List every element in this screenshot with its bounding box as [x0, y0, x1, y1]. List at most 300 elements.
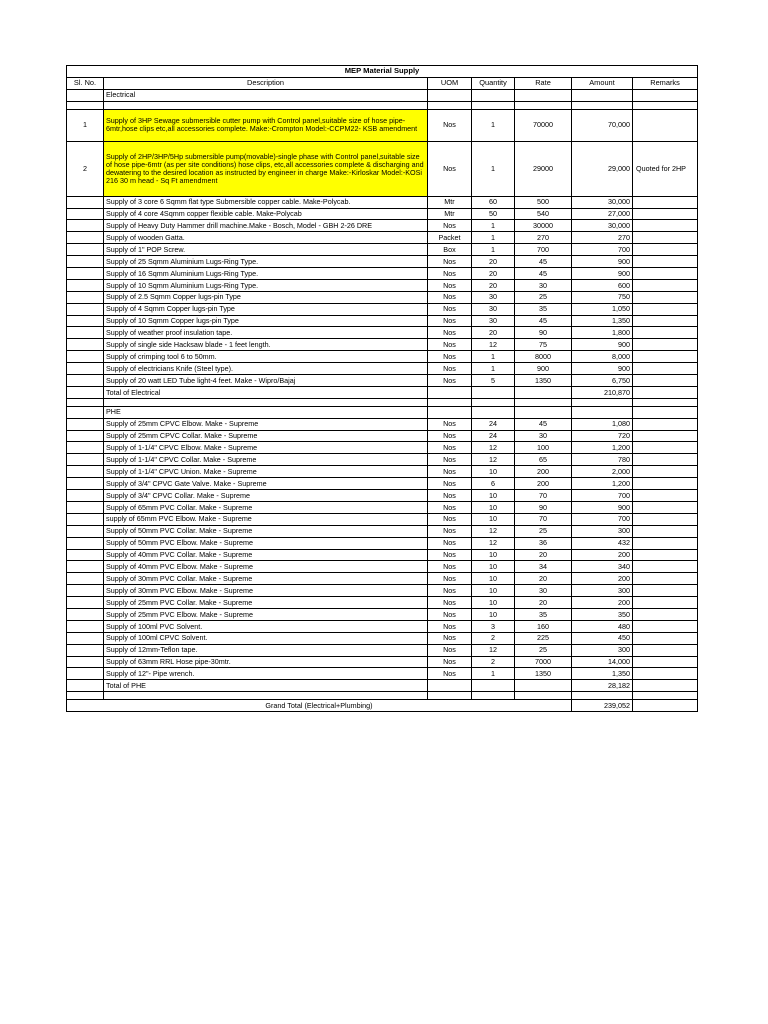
remarks-cell — [633, 315, 698, 327]
description-cell — [104, 398, 428, 406]
total-row — [67, 386, 698, 398]
sl-no-cell — [67, 478, 104, 490]
sl-no-cell — [67, 668, 104, 680]
grand-total-amount: 239,052 — [572, 700, 633, 712]
header-row — [67, 77, 698, 89]
remarks-cell — [633, 537, 698, 549]
sl-no-cell — [67, 303, 104, 315]
sl-no-cell — [67, 608, 104, 620]
description-cell: Supply of 4 Sqmm Copper lugs-pin Type — [104, 303, 428, 315]
amount-cell — [572, 89, 633, 101]
rate-cell: 29000 — [515, 141, 572, 196]
quantity-cell: 10 — [472, 573, 515, 585]
remarks-cell — [633, 89, 698, 101]
amount-cell: 700 — [572, 244, 633, 256]
amount-cell — [572, 692, 633, 700]
description-cell: supply of 65mm PVC Elbow. Make - Supreme — [104, 513, 428, 525]
quantity-cell — [472, 101, 515, 109]
amount-cell — [572, 398, 633, 406]
sl-no-cell — [67, 89, 104, 101]
amount-cell: 780 — [572, 454, 633, 466]
mep-material-supply-table — [66, 65, 698, 712]
sl-no-cell — [67, 656, 104, 668]
title-row — [67, 66, 698, 78]
amount-cell: 28,182 — [572, 680, 633, 692]
description-cell — [104, 692, 428, 700]
description-cell: Supply of 2.5 Sqmm Copper lugs-pin Type — [104, 291, 428, 303]
quantity-cell: 5 — [472, 375, 515, 387]
table-row — [67, 339, 698, 351]
uom-cell: Nos — [428, 585, 472, 597]
uom-cell: Packet — [428, 232, 472, 244]
description-cell: Supply of 40mm PVC Collar. Make - Supreme — [104, 549, 428, 561]
amount-cell — [572, 406, 633, 418]
remarks-cell — [633, 501, 698, 513]
quantity-cell: 10 — [472, 561, 515, 573]
header-remarks: Remarks — [633, 77, 698, 89]
table-row — [67, 442, 698, 454]
remarks-cell — [633, 700, 698, 712]
rate-cell: 900 — [515, 363, 572, 375]
uom-cell: Nos — [428, 363, 472, 375]
uom-cell: Nos — [428, 632, 472, 644]
remarks-cell — [633, 478, 698, 490]
rate-cell: 270 — [515, 232, 572, 244]
rate-cell: 20 — [515, 573, 572, 585]
uom-cell: Nos — [428, 668, 472, 680]
remarks-cell — [633, 513, 698, 525]
uom-cell: Nos — [428, 303, 472, 315]
quantity-cell: 10 — [472, 466, 515, 478]
table-row — [67, 279, 698, 291]
sl-no-cell — [67, 430, 104, 442]
remarks-cell — [633, 208, 698, 220]
description-cell: Supply of 63mm RRL Hose pipe-30mtr. — [104, 656, 428, 668]
remarks-cell — [633, 291, 698, 303]
quantity-cell: 24 — [472, 418, 515, 430]
remarks-cell — [633, 232, 698, 244]
quantity-cell — [472, 89, 515, 101]
remarks-cell — [633, 490, 698, 502]
amount-cell: 70,000 — [572, 109, 633, 141]
remarks-cell — [633, 668, 698, 680]
description-cell: Supply of 25 Sqmm Aluminium Lugs-Ring Type. — [104, 256, 428, 268]
quantity-cell: 1 — [472, 109, 515, 141]
sl-no-cell — [67, 490, 104, 502]
sl-no-cell — [67, 406, 104, 418]
uom-cell: Nos — [428, 501, 472, 513]
rate-cell — [515, 406, 572, 418]
uom-cell: Nos — [428, 375, 472, 387]
remarks-cell — [633, 303, 698, 315]
description-cell: Supply of Heavy Duty Hammer drill machine.Make - Bosch, Model - GBH 2-26 DRE — [104, 220, 428, 232]
sl-no-cell — [67, 256, 104, 268]
uom-cell: Nos — [428, 478, 472, 490]
uom-cell: Nos — [428, 268, 472, 280]
rate-cell: 90 — [515, 327, 572, 339]
quantity-cell: 24 — [472, 430, 515, 442]
amount-cell: 600 — [572, 279, 633, 291]
description-cell: Supply of 65mm PVC Collar. Make - Supreme — [104, 501, 428, 513]
rate-cell: 25 — [515, 644, 572, 656]
uom-cell: Nos — [428, 109, 472, 141]
description-cell — [104, 101, 428, 109]
uom-cell — [428, 386, 472, 398]
rate-cell: 90 — [515, 501, 572, 513]
amount-cell: 210,870 — [572, 386, 633, 398]
remarks-cell — [633, 109, 698, 141]
rate-cell: 35 — [515, 608, 572, 620]
sl-no-cell — [67, 232, 104, 244]
quantity-cell: 1 — [472, 232, 515, 244]
quantity-cell: 20 — [472, 268, 515, 280]
table-row — [67, 644, 698, 656]
uom-cell: Nos — [428, 513, 472, 525]
rate-cell: 65 — [515, 454, 572, 466]
rate-cell: 36 — [515, 537, 572, 549]
quantity-cell: 1 — [472, 141, 515, 196]
uom-cell: Nos — [428, 291, 472, 303]
amount-cell: 200 — [572, 597, 633, 609]
table-row — [67, 513, 698, 525]
uom-cell — [428, 398, 472, 406]
uom-cell: Nos — [428, 442, 472, 454]
description-cell: Electrical — [104, 89, 428, 101]
remarks-cell — [633, 454, 698, 466]
description-cell: Supply of 25mm PVC Collar. Make - Supreme — [104, 597, 428, 609]
sl-no-cell — [67, 549, 104, 561]
sl-no-cell — [67, 501, 104, 513]
quantity-cell — [472, 406, 515, 418]
sl-no-cell — [67, 525, 104, 537]
table-row — [67, 244, 698, 256]
quantity-cell: 10 — [472, 608, 515, 620]
table-row — [67, 537, 698, 549]
rate-cell: 70 — [515, 490, 572, 502]
description-cell: Supply of 3HP Sewage submersible cutter pump with Control panel,suitable size of hose pipe-6mtr,hose clips etc,all accessories complete. Make:-Crompton Model:-CCPM22- KSB amendment — [104, 109, 428, 141]
grand-row — [67, 700, 698, 712]
table-row — [67, 327, 698, 339]
description-cell: Supply of 25mm PVC Elbow. Make - Supreme — [104, 608, 428, 620]
remarks-cell — [633, 644, 698, 656]
rate-cell: 30 — [515, 430, 572, 442]
amount-cell: 900 — [572, 363, 633, 375]
rate-cell: 35 — [515, 303, 572, 315]
table-row — [67, 501, 698, 513]
table-row — [67, 454, 698, 466]
quantity-cell: 12 — [472, 442, 515, 454]
description-cell: Supply of 1-1/4" CPVC Collar. Make - Supreme — [104, 454, 428, 466]
remarks-cell — [633, 561, 698, 573]
uom-cell: Nos — [428, 466, 472, 478]
rate-cell — [515, 89, 572, 101]
table-row — [67, 632, 698, 644]
sl-no-cell — [67, 620, 104, 632]
sl-no-cell — [67, 692, 104, 700]
uom-cell: Nos — [428, 525, 472, 537]
quantity-cell: 30 — [472, 291, 515, 303]
quantity-cell: 2 — [472, 632, 515, 644]
spacer-row — [67, 398, 698, 406]
grand-total-label: Grand Total (Electrical+Plumbing) — [67, 700, 572, 712]
rate-cell: 45 — [515, 256, 572, 268]
rate-cell: 45 — [515, 418, 572, 430]
rate-cell: 30 — [515, 279, 572, 291]
uom-cell: Nos — [428, 620, 472, 632]
quantity-cell: 12 — [472, 537, 515, 549]
table-row — [67, 268, 698, 280]
remarks-cell — [633, 279, 698, 291]
quantity-cell: 1 — [472, 351, 515, 363]
uom-cell: Nos — [428, 327, 472, 339]
table-row — [67, 256, 698, 268]
sl-no-cell — [67, 513, 104, 525]
quantity-cell — [472, 398, 515, 406]
amount-cell: 200 — [572, 573, 633, 585]
rate-cell: 225 — [515, 632, 572, 644]
table-row — [67, 549, 698, 561]
description-cell: Supply of 12mm-Teflon tape. — [104, 644, 428, 656]
amount-cell: 450 — [572, 632, 633, 644]
uom-cell: Nos — [428, 573, 472, 585]
amount-cell: 720 — [572, 430, 633, 442]
sl-no-cell — [67, 339, 104, 351]
amount-cell: 300 — [572, 585, 633, 597]
amount-cell: 300 — [572, 644, 633, 656]
rate-cell: 70 — [515, 513, 572, 525]
table-row — [67, 620, 698, 632]
description-cell: Supply of 10 Sqmm Copper lugs-pin Type — [104, 315, 428, 327]
description-cell: Supply of 30mm PVC Elbow. Make - Supreme — [104, 585, 428, 597]
description-cell: Supply of 4 core 4Sqmm copper flexible cable. Make-Polycab — [104, 208, 428, 220]
uom-cell: Nos — [428, 608, 472, 620]
table-row — [67, 315, 698, 327]
amount-cell: 2,000 — [572, 466, 633, 478]
sl-no-cell — [67, 363, 104, 375]
table-row — [67, 303, 698, 315]
remarks-cell — [633, 327, 698, 339]
spacer-row — [67, 101, 698, 109]
quantity-cell: 6 — [472, 478, 515, 490]
table-row — [67, 490, 698, 502]
table-row — [67, 525, 698, 537]
uom-cell: Nos — [428, 279, 472, 291]
remarks-cell — [633, 620, 698, 632]
sl-no-cell — [67, 537, 104, 549]
quantity-cell: 1 — [472, 668, 515, 680]
quantity-cell: 1 — [472, 363, 515, 375]
description-cell: Supply of 1-1/4" CPVC Union. Make - Supreme — [104, 466, 428, 478]
quantity-cell: 60 — [472, 196, 515, 208]
sl-no-cell — [67, 196, 104, 208]
description-cell: PHE — [104, 406, 428, 418]
spacer-row — [67, 692, 698, 700]
sl-no-cell — [67, 291, 104, 303]
rate-cell: 700 — [515, 244, 572, 256]
amount-cell: 480 — [572, 620, 633, 632]
quantity-cell: 12 — [472, 644, 515, 656]
section-row — [67, 89, 698, 101]
description-cell: Supply of crimping tool 6 to 50mm. — [104, 351, 428, 363]
remarks-cell — [633, 597, 698, 609]
sl-no-cell — [67, 327, 104, 339]
description-cell: Supply of 40mm PVC Elbow. Make - Supreme — [104, 561, 428, 573]
amount-cell: 1,080 — [572, 418, 633, 430]
quantity-cell: 10 — [472, 513, 515, 525]
table-row — [67, 597, 698, 609]
description-cell: Supply of 50mm PVC Elbow. Make - Supreme — [104, 537, 428, 549]
amount-cell: 200 — [572, 549, 633, 561]
remarks-cell — [633, 680, 698, 692]
remarks-cell — [633, 525, 698, 537]
sl-no-cell — [67, 418, 104, 430]
uom-cell: Nos — [428, 656, 472, 668]
quantity-cell: 30 — [472, 315, 515, 327]
rate-cell: 20 — [515, 597, 572, 609]
amount-cell — [572, 101, 633, 109]
quantity-cell — [472, 386, 515, 398]
sl-no-cell — [67, 442, 104, 454]
rate-cell: 45 — [515, 268, 572, 280]
sl-no-cell — [67, 454, 104, 466]
rate-cell: 160 — [515, 620, 572, 632]
sl-no-cell — [67, 351, 104, 363]
amount-cell: 29,000 — [572, 141, 633, 196]
remarks-cell — [633, 632, 698, 644]
amount-cell: 30,000 — [572, 220, 633, 232]
uom-cell: Nos — [428, 549, 472, 561]
table-row — [67, 668, 698, 680]
description-cell: Supply of 16 Sqmm Aluminium Lugs-Ring Type. — [104, 268, 428, 280]
quantity-cell: 1 — [472, 244, 515, 256]
rate-cell — [515, 398, 572, 406]
description-cell: Supply of 30mm PVC Collar. Make - Supreme — [104, 573, 428, 585]
rate-cell — [515, 680, 572, 692]
pump-row — [67, 109, 698, 141]
pump-row — [67, 141, 698, 196]
uom-cell: Mtr — [428, 196, 472, 208]
uom-cell: Nos — [428, 315, 472, 327]
amount-cell: 1,200 — [572, 442, 633, 454]
sl-no-cell — [67, 680, 104, 692]
description-cell: Supply of 1" POP Screw. — [104, 244, 428, 256]
amount-cell: 900 — [572, 501, 633, 513]
rate-cell: 75 — [515, 339, 572, 351]
amount-cell: 900 — [572, 268, 633, 280]
sl-no-cell — [67, 398, 104, 406]
table-row — [67, 232, 698, 244]
sl-no-cell — [67, 585, 104, 597]
remarks-cell — [633, 466, 698, 478]
quantity-cell: 3 — [472, 620, 515, 632]
description-cell: Supply of 50mm PVC Collar. Make - Supreme — [104, 525, 428, 537]
amount-cell: 27,000 — [572, 208, 633, 220]
remarks-cell — [633, 585, 698, 597]
description-cell: Supply of 12"- Pipe wrench. — [104, 668, 428, 680]
uom-cell: Nos — [428, 490, 472, 502]
rate-cell: 20 — [515, 549, 572, 561]
amount-cell: 14,000 — [572, 656, 633, 668]
table-row — [67, 351, 698, 363]
remarks-cell — [633, 692, 698, 700]
header-description: Description — [104, 77, 428, 89]
remarks-cell — [633, 573, 698, 585]
remarks-cell — [633, 418, 698, 430]
description-cell: Total of Electrical — [104, 386, 428, 398]
rate-cell: 1350 — [515, 375, 572, 387]
sl-no-cell — [67, 386, 104, 398]
amount-cell: 340 — [572, 561, 633, 573]
rate-cell: 7000 — [515, 656, 572, 668]
remarks-cell — [633, 244, 698, 256]
sl-no-cell — [67, 466, 104, 478]
remarks-cell — [633, 339, 698, 351]
description-cell: Supply of weather proof insulation tape. — [104, 327, 428, 339]
description-cell: Supply of 100ml PVC Solvent. — [104, 620, 428, 632]
description-cell: Supply of 3 core 6 Sqmm flat type Submersible copper cable. Make-Polycab. — [104, 196, 428, 208]
quantity-cell — [472, 692, 515, 700]
sl-no-cell — [67, 101, 104, 109]
quantity-cell: 2 — [472, 656, 515, 668]
amount-cell: 6,750 — [572, 375, 633, 387]
quantity-cell: 10 — [472, 549, 515, 561]
table-row — [67, 418, 698, 430]
rate-cell: 200 — [515, 466, 572, 478]
uom-cell: Nos — [428, 597, 472, 609]
table-row — [67, 656, 698, 668]
remarks-cell — [633, 101, 698, 109]
description-cell: Total of PHE — [104, 680, 428, 692]
amount-cell: 700 — [572, 490, 633, 502]
uom-cell — [428, 692, 472, 700]
table-row — [67, 561, 698, 573]
amount-cell: 270 — [572, 232, 633, 244]
description-cell: Supply of 25mm CPVC Collar. Make - Supreme — [104, 430, 428, 442]
table-row — [67, 375, 698, 387]
uom-cell: Nos — [428, 351, 472, 363]
rate-cell: 1350 — [515, 668, 572, 680]
header-sl-no: Sl. No. — [67, 77, 104, 89]
remarks-cell — [633, 549, 698, 561]
sl-no-cell — [67, 597, 104, 609]
amount-cell: 1,800 — [572, 327, 633, 339]
uom-cell: Nos — [428, 430, 472, 442]
quantity-cell: 50 — [472, 208, 515, 220]
table-row — [67, 208, 698, 220]
table-row — [67, 220, 698, 232]
header-amount: Amount — [572, 77, 633, 89]
remarks-cell — [633, 351, 698, 363]
table-row — [67, 585, 698, 597]
remarks-cell — [633, 220, 698, 232]
rate-cell — [515, 101, 572, 109]
sl-no-cell — [67, 279, 104, 291]
amount-cell: 350 — [572, 608, 633, 620]
description-cell: Supply of 1-1/4" CPVC Elbow. Make - Supreme — [104, 442, 428, 454]
amount-cell: 8,000 — [572, 351, 633, 363]
rate-cell: 34 — [515, 561, 572, 573]
remarks-cell — [633, 375, 698, 387]
section-row — [67, 406, 698, 418]
table-row — [67, 608, 698, 620]
description-cell: Supply of wooden Gatta. — [104, 232, 428, 244]
description-cell: Supply of single side Hacksaw blade - 1 feet length. — [104, 339, 428, 351]
sl-no-cell — [67, 573, 104, 585]
table-row — [67, 196, 698, 208]
header-uom: UOM — [428, 77, 472, 89]
amount-cell: 1,350 — [572, 315, 633, 327]
quantity-cell: 10 — [472, 501, 515, 513]
